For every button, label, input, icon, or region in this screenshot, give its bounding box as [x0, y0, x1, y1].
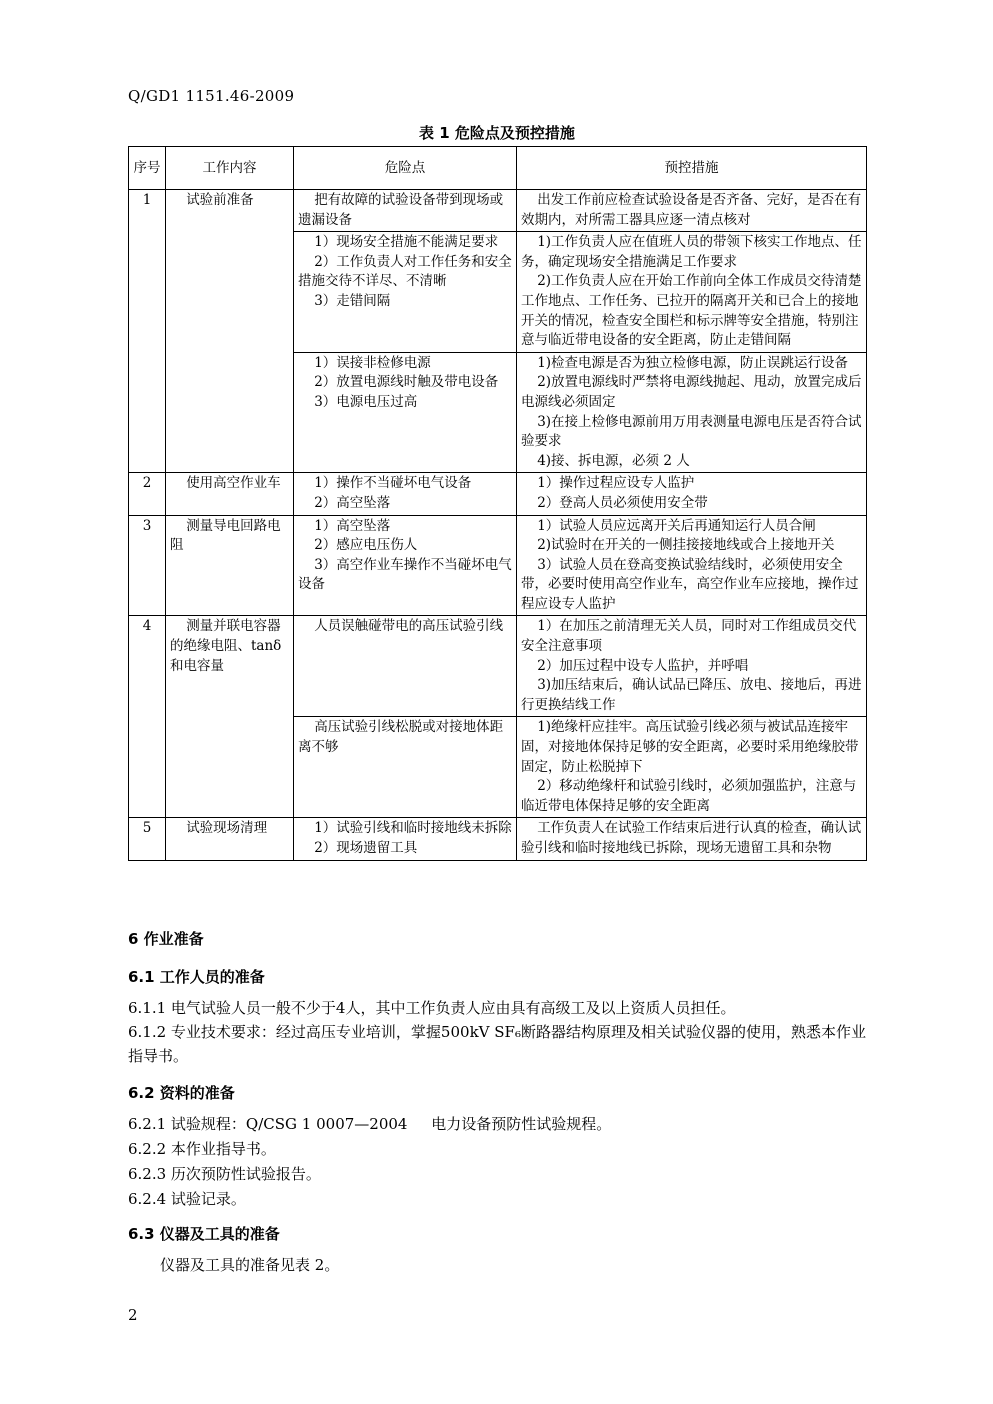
table-row — [129, 473, 867, 515]
col-header-measure: 预控措施 — [517, 147, 867, 190]
control-measure-cell — [517, 352, 867, 473]
table-row — [129, 818, 867, 860]
risk-point-line: 2）工作负责人对工作任务和安全措施交待不详尽、不清晰 — [298, 253, 512, 290]
control-measure-line: 3)加压结束后，确认试品已降压、放电、接地后，再进行更换结线工作 — [521, 677, 862, 713]
risk-point-cell — [294, 473, 517, 515]
control-measure-line: 3)在接上检修电源前用万用表测量电源电压是否符合试验要求 — [521, 413, 862, 450]
work-content-cell: 测量并联电容器的绝缘电阻、tanδ和电容量 — [166, 616, 294, 818]
control-measure-line: 2）加压过程中设专人监护，并呼唱 — [537, 657, 749, 674]
control-measure-line: 出发工作前应检查试验设备是否齐备、完好，是否在有效期内，对所需工器具应逐一清点核对 — [521, 192, 862, 228]
risk-point-line: 3）走错间隔 — [314, 292, 391, 309]
section-6-1-heading: 6.1 工作人员的准备 — [128, 968, 265, 986]
risk-point-line: 把有故障的试验设备带到现场或遗漏设备 — [298, 192, 504, 228]
risk-point-line: 人员误触碰带电的高压试验引线 — [314, 618, 504, 635]
section-6-2-heading: 6.2 资料的准备 — [128, 1084, 235, 1102]
control-measure-line: 1)检查电源是否为独立检修电源，防止误跳运行设备 — [537, 354, 849, 371]
risk-point-line: 2）放置电源线时触及带电设备 — [314, 374, 499, 391]
control-measure-line: 1）操作过程应设专人监护 — [537, 475, 695, 492]
risk-point-cell — [294, 190, 517, 232]
risk-point-line: 1）现场安全措施不能满足要求 — [314, 234, 499, 251]
control-measure-cell — [517, 717, 867, 818]
row-number-cell: 3 — [129, 515, 166, 616]
control-measure-line: 2）移动绝缘杆和试验引线时，必须加强监护，注意与临近带电体保持足够的安全距离 — [521, 778, 857, 814]
table-title: 表 1 危险点及预控措施 — [419, 124, 575, 142]
document-code: Q/GD1 1151.46-2009 — [128, 87, 295, 105]
control-measure-cell — [517, 515, 867, 616]
work-content-cell: 试验前准备 — [166, 190, 294, 473]
paragraph-6-2-4: 6.2.4 试验记录。 — [128, 1190, 246, 1208]
control-measure-cell — [517, 818, 867, 860]
table-row — [129, 515, 867, 616]
paragraph-6-1-2: 6.1.2 专业技术要求：经过高压专业培训，掌握500kV SF₆断路器结构原理及相关试验仪器的使用，熟悉本作业指导书。 — [128, 1023, 866, 1065]
control-measure-cell — [517, 616, 867, 717]
col-header-work: 工作内容 — [166, 147, 294, 190]
work-content-cell: 试验现场清理 — [166, 818, 294, 860]
risk-table — [128, 146, 867, 861]
control-measure-line: 2)放置电源线时严禁将电源线抛起、甩动，放置完成后电源线必须固定 — [521, 374, 862, 410]
section-6-heading: 6 作业准备 — [128, 930, 204, 948]
risk-point-line: 2）现场遗留工具 — [314, 840, 418, 856]
paragraph-6-2-1: 6.2.1 试验规程：Q/CSG 1 0007—2004 电力设备预防性试验规程。 — [128, 1115, 612, 1133]
risk-point-line: 2）高空坠落 — [314, 494, 391, 511]
row-number-cell: 4 — [129, 616, 166, 818]
risk-point-cell — [294, 352, 517, 473]
row-number-cell: 5 — [129, 818, 166, 860]
section-6-3-heading: 6.3 仪器及工具的准备 — [128, 1225, 280, 1243]
control-measure-line: 2）登高人员必须使用安全带 — [537, 494, 708, 511]
control-measure-line: 2)工作负责人应在开始工作前向全体工作成员交待清楚工作地点、工作任务、已拉开的隔离开关和已合上的接地开关的情况，检查安全围栏和标示牌等安全措施，特别注意与临近带电设备的安全距离，防止走错间隔 — [521, 273, 862, 349]
control-measure-line: 1）试验人员应远离开关后再通知运行人员合闸 — [537, 517, 816, 534]
row-number-cell: 2 — [129, 473, 166, 515]
control-measure-cell — [517, 232, 867, 353]
risk-table-body — [129, 190, 867, 861]
paragraph-6-2-3: 6.2.3 历次预防性试验报告。 — [128, 1165, 321, 1183]
risk-point-line: 3）高空作业车操作不当碰坏电气设备 — [298, 556, 512, 593]
table-row — [129, 190, 867, 232]
risk-point-cell — [294, 515, 517, 616]
work-content-cell: 使用高空作业车 — [166, 473, 294, 515]
control-measure-line: 工作负责人在试验工作结束后进行认真的检查，确认试验引线和临时接地线已拆除，现场无遗留工具和杂物 — [521, 820, 862, 856]
paragraph-6-2-2: 6.2.2 本作业指导书。 — [128, 1140, 276, 1158]
paragraph-6-1-1: 6.1.1 电气试验人员一般不少于4人，其中工作负责人应由具有高级工及以上资质人员担任。 — [128, 999, 736, 1017]
control-measure-cell — [517, 473, 867, 515]
work-content-cell: 测量导电回路电阻 — [166, 515, 294, 616]
control-measure-cell — [517, 190, 867, 232]
risk-point-line: 1）高空坠落 — [314, 517, 391, 534]
page-number: 2 — [128, 1306, 138, 1324]
control-measure-line: 4)接、拆电源，必须 2 人 — [537, 452, 690, 469]
control-measure-line: 3）试验人员在登高变换试验结线时，必须使用安全带，必要时使用高空作业车，高空作业车应接地，操作过程应设专人监护 — [521, 556, 859, 612]
risk-point-line: 1）试验引线和临时接地线未拆除 — [314, 820, 512, 837]
risk-point-cell — [294, 818, 517, 860]
risk-point-cell — [294, 717, 517, 818]
control-measure-line: 1）在加压之前清理无关人员，同时对工作组成员交代安全注意事项 — [521, 618, 857, 655]
risk-point-line: 2）感应电压伤人 — [314, 537, 418, 554]
risk-point-cell — [294, 616, 517, 717]
risk-point-line: 1）误接非检修电源 — [314, 354, 431, 371]
col-header-risk: 危险点 — [294, 147, 517, 190]
risk-point-line: 高压试验引线松脱或对接地体距离不够 — [298, 719, 504, 756]
table-row — [129, 616, 867, 717]
risk-point-line: 1）操作不当碰坏电气设备 — [314, 475, 472, 492]
control-measure-line: 1)工作负责人应在值班人员的带领下核实工作地点、任务，确定现场安全措施满足工作要求 — [521, 234, 862, 270]
control-measure-line: 2)试验时在开关的一侧挂接接地线或合上接地开关 — [537, 537, 835, 554]
col-header-no: 序号 — [129, 147, 166, 190]
control-measure-line: 1)绝缘杆应挂牢。高压试验引线必须与被试品连接牢固，对接地体保持足够的安全距离，必要时采用绝缘胶带固定，防止松脱掉下 — [521, 719, 859, 775]
risk-point-cell — [294, 232, 517, 353]
row-number-cell: 1 — [129, 190, 166, 473]
risk-point-line: 3）电源电压过高 — [314, 393, 418, 410]
table-header-row — [129, 147, 867, 190]
paragraph-6-3: 仪器及工具的准备见表 2。 — [160, 1256, 340, 1274]
